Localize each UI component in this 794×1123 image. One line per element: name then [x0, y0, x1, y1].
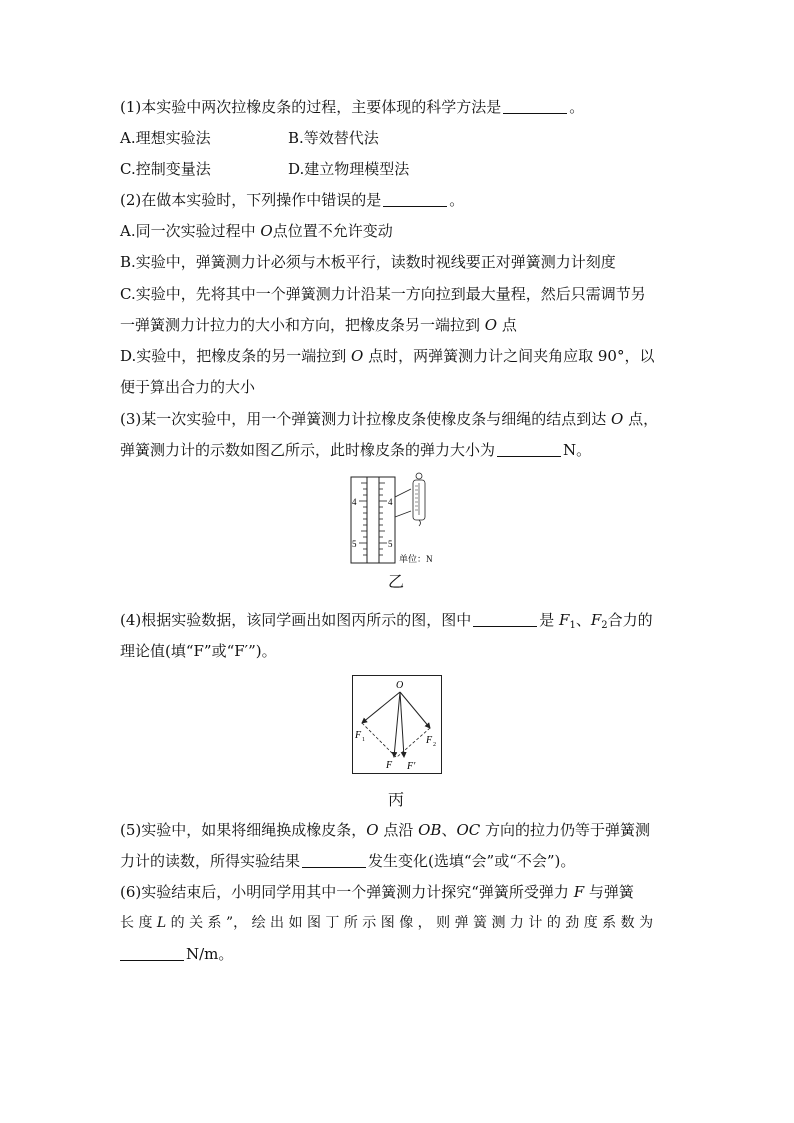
- figure-yi-caption: 乙: [388, 572, 405, 591]
- q3-l1-pre: (3)某一次实验中，用一个弹簧测力计拉橡皮条使橡皮条与细绳的结点到达: [120, 410, 612, 428]
- tick-left-4: 4: [352, 497, 357, 507]
- q2-end: 。: [449, 191, 465, 209]
- label-f1-sub: 1: [362, 737, 365, 743]
- q4-line1: [120, 610, 653, 636]
- q4-answer-blank[interactable]: [473, 612, 537, 627]
- q6-line3: [120, 944, 233, 964]
- q1-options-row1: [120, 128, 379, 148]
- spring-scale-icon: [413, 473, 425, 526]
- q2-a-post: 点位置不允许变动: [272, 222, 393, 240]
- q2-answer-blank[interactable]: [383, 192, 447, 207]
- unit-label: 单位：N: [399, 554, 433, 564]
- tick-left-5: 5: [352, 539, 357, 549]
- tick-right-5: 5: [388, 539, 393, 549]
- q5-l2-pre: 力计的读数，所得实验结果: [120, 852, 301, 870]
- q4-f1: F: [559, 611, 570, 629]
- q6-l2-l: L: [156, 915, 167, 931]
- q1-options-row2: [120, 159, 410, 179]
- q3-answer-blank[interactable]: [497, 442, 561, 457]
- q6-l1-f: F: [573, 883, 585, 901]
- q4-sep: 、: [575, 611, 591, 629]
- q5-l1-post: 方向的拉力仍等于弹簧测: [480, 821, 651, 839]
- q1-option-a: A.理想实验法: [120, 129, 211, 147]
- q3-line2: [120, 440, 591, 460]
- tick-right-4: 4: [388, 497, 393, 507]
- q4-f2: F: [590, 611, 602, 629]
- q2-stem: [120, 190, 464, 210]
- q5-l1-oc: OC: [456, 821, 481, 839]
- q1-option-c: C.控制变量法: [120, 160, 211, 178]
- label-f-prime: F′: [407, 761, 416, 772]
- q2-d1-post: 点时，两弹簧测力计之间夹角应取 90°，以: [363, 347, 655, 365]
- q1-option-d: D.建立物理模型法: [288, 160, 410, 178]
- q1-answer-blank[interactable]: [503, 99, 567, 114]
- q2-a-o: O: [260, 222, 273, 240]
- q6-l2-pre: 长 度: [120, 915, 157, 931]
- q2-option-d-line1: [120, 346, 654, 366]
- q3-line1: [120, 409, 658, 429]
- q3-l2-post: N。: [563, 441, 592, 459]
- q5-l1-o: O: [366, 821, 379, 839]
- figure-bing-caption: 丙: [388, 790, 405, 809]
- q5-l1-pre: (5)实验中，如果将细绳换成橡皮条，: [120, 821, 367, 839]
- q6-line1: [120, 882, 634, 902]
- q5-l1-mid: 点沿: [378, 821, 419, 839]
- label-o: O: [396, 680, 404, 691]
- q4-line2: 理论值(填“F”或“F′”)。: [120, 642, 277, 660]
- q4-l1-post: 合力的: [607, 611, 653, 629]
- q5-line1: [120, 820, 650, 840]
- q2-option-a: [120, 221, 393, 241]
- q6-line2: [120, 913, 653, 933]
- q1-stem: [120, 97, 584, 117]
- q6-l2-post: 的 关 系 ”， 绘 出 如 图 丁 所 示 图 像 ， 则 弹 簧 测 力 计 的 劲 度 系 数 为: [166, 915, 654, 931]
- q2-d1-pre: D.实验中，把橡皮条的另一端拉到: [120, 347, 352, 365]
- q4-l1-mid: 是: [539, 611, 560, 629]
- q1-stem-text: (1)本实验中两次拉橡皮条的过程，主要体现的科学方法是: [120, 98, 502, 116]
- q2-a-pre: A.同一次实验过程中: [120, 222, 261, 240]
- label-f2: F: [426, 735, 433, 746]
- q2-c2-post: 点: [497, 316, 517, 334]
- q1-option-b: B.等效替代法: [288, 129, 379, 147]
- q5-l1-sep: 、: [441, 821, 457, 839]
- figure-yi-spring-scale: [345, 471, 451, 567]
- label-f1: F: [355, 730, 362, 741]
- q2-option-c-line2: [120, 315, 517, 335]
- q2-option-b: B.实验中，弹簧测力计必须与木板平行，读数时视线要正对弹簧测力计刻度: [120, 253, 616, 271]
- q2-option-d-line2: 便于算出合力的大小: [120, 378, 256, 396]
- q5-l2-post: 发生变化(选填“会”或“不会”)。: [368, 852, 576, 870]
- q6-l1-pre: (6)实验结束后，小明同学用其中一个弹簧测力计探究“弹簧所受弹力: [120, 883, 574, 901]
- q2-c2-pre: 一弹簧测力计拉力的大小和方向，把橡皮条另一端拉到: [120, 316, 485, 334]
- q2-c2-o: O: [484, 316, 498, 334]
- figure-bing-force-diagram: [352, 675, 442, 774]
- q4-f1-sub: 1: [569, 620, 576, 631]
- q1-end: 。: [569, 98, 585, 116]
- q6-l1-post: 与弹簧: [584, 883, 634, 901]
- q5-answer-blank[interactable]: [302, 853, 366, 868]
- q3-l1-post: 点，: [623, 410, 659, 428]
- label-f2-sub: 2: [433, 742, 436, 748]
- q5-l1-ob: OB: [418, 821, 442, 839]
- q2-d1-o: O: [351, 347, 364, 365]
- q6-answer-blank[interactable]: [120, 946, 184, 961]
- q3-l1-o: O: [611, 410, 624, 428]
- q2-stem-text: (2)在做本实验时，下列操作中错误的是: [120, 191, 382, 209]
- label-f: F: [386, 760, 393, 771]
- q6-l3-post: N/m。: [186, 945, 234, 963]
- q3-l2-pre: 弹簧测力计的示数如图乙所示，此时橡皮条的弹力大小为: [120, 441, 496, 459]
- q4-l1-pre: (4)根据实验数据，该同学画出如图丙所示的图，图中: [120, 611, 472, 629]
- q4-f2-sub: 2: [601, 620, 608, 631]
- q5-line2: [120, 851, 575, 871]
- q2-option-c-line1: C.实验中，先将其中一个弹簧测力计沿某一方向拉到最大量程，然后只需调节另: [120, 285, 646, 303]
